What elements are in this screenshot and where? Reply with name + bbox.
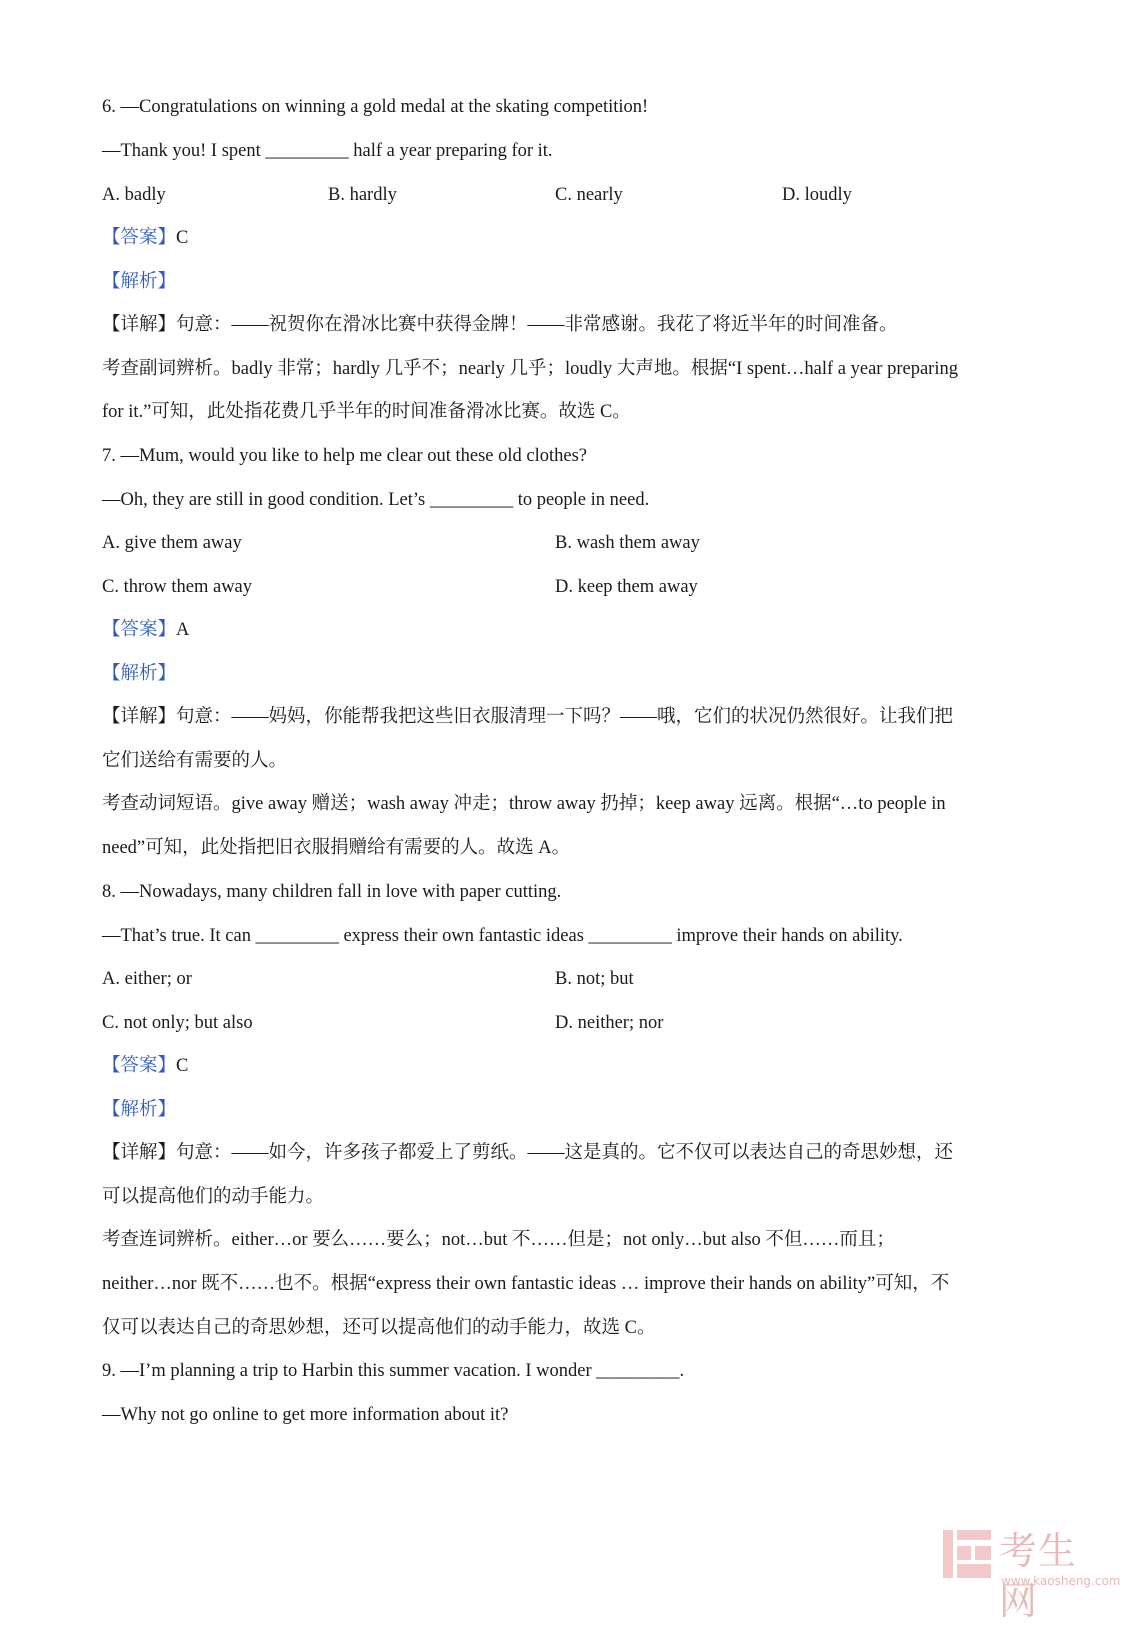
q8-explain-2: neither…nor 既不……也不。根据“express their own fantastic ideas … improve their hands on ability”可知，不 (102, 1274, 950, 1294)
q7-answer (102, 618, 189, 642)
q6-answer (102, 226, 188, 250)
q8-option-d: D. neither; nor (555, 1013, 664, 1033)
q6-answer-value: C (176, 228, 189, 248)
q8-reply: —That’s true. It can _________ express their own fantastic ideas _________ improve their hands on ability. (102, 926, 903, 946)
q7-detail-1: 【详解】句意：——妈妈，你能帮我把这些旧衣服清理一下吗？——哦，它们的状况仍然很好。让我们把 (102, 707, 954, 727)
q8-answer-value: C (176, 1056, 189, 1076)
q9-question: 9. —I’m planning a trip to Harbin this summer vacation. I wonder _________. (102, 1361, 685, 1381)
q8-option-a: A. either; or (102, 969, 192, 989)
q6-option-c: C. nearly (555, 185, 623, 205)
q6-analysis-label: 【解析】 (102, 272, 177, 292)
q6-detail: 【详解】句意：——祝贺你在滑冰比赛中获得金牌！——非常感谢。我花了将近半年的时间准备。 (102, 315, 898, 335)
q7-explain-2: need”可知，此处指把旧衣服捐赠给有需要的人。故选 A。 (102, 838, 571, 858)
q7-detail-2: 它们送给有需要的人。 (102, 751, 288, 771)
q8-explain-3: 仅可以表达自己的奇思妙想，还可以提高他们的动手能力，故选 C。 (102, 1318, 656, 1338)
q6-reply: —Thank you! I spent _________ half a year preparing for it. (102, 141, 553, 161)
q7-answer-value: A (176, 620, 190, 640)
q7-question: 7. —Mum, would you like to help me clear out these old clothes? (102, 446, 588, 466)
q6-answer-label: 【答案】 (102, 228, 177, 248)
q7-option-c: C. throw them away (102, 577, 253, 597)
kaosheng-logo-icon (941, 1528, 993, 1580)
watermark (941, 1526, 1121, 1623)
q7-option-a: A. give them away (102, 533, 242, 553)
q7-option-d: D. keep them away (555, 577, 698, 597)
watermark-text: 考生网 (999, 1529, 1078, 1623)
q9-reply: —Why not go online to get more information about it? (102, 1405, 509, 1425)
q6-option-b: B. hardly (328, 185, 397, 205)
q6-option-a: A. badly (102, 185, 166, 205)
q8-option-b: B. not; but (555, 969, 634, 989)
q7-answer-label: 【答案】 (102, 620, 177, 640)
q6-option-d: D. loudly (782, 185, 852, 205)
q8-option-c: C. not only; but also (102, 1013, 253, 1033)
q8-explain-1: 考查连词辨析。either…or 要么……要么；not…but 不……但是；not only…but also 不但……而且； (102, 1230, 895, 1250)
q8-analysis-label: 【解析】 (102, 1100, 177, 1120)
q7-option-b: B. wash them away (555, 533, 700, 553)
q8-answer (102, 1054, 188, 1078)
q7-reply: —Oh, they are still in good condition. Let’s _________ to people in need. (102, 490, 650, 510)
q8-answer-label: 【答案】 (102, 1056, 177, 1076)
q7-analysis-label: 【解析】 (102, 664, 177, 684)
q6-explain-1: 考查副词辨析。badly 非常；hardly 几乎不；nearly 几乎；loudly 大声地。根据“I spent…half a year preparing (102, 359, 958, 379)
q8-detail-1: 【详解】句意：——如今，许多孩子都爱上了剪纸。——这是真的。它不仅可以表达自己的奇思妙想，还 (102, 1143, 954, 1163)
q6-question: 6. —Congratulations on winning a gold medal at the skating competition! (102, 97, 649, 117)
q7-explain-1: 考查动词短语。give away 赠送；wash away 冲走；throw away 扔掉；keep away 远离。根据“…to people in (102, 794, 946, 814)
q8-detail-2: 可以提高他们的动手能力。 (102, 1187, 325, 1207)
watermark-url: www.kaosheng.com (1001, 1574, 1121, 1588)
q8-question: 8. —Nowadays, many children fall in love with paper cutting. (102, 882, 562, 902)
q6-explain-2: for it.”可知，此处指花费几乎半年的时间准备滑冰比赛。故选 C。 (102, 402, 631, 422)
